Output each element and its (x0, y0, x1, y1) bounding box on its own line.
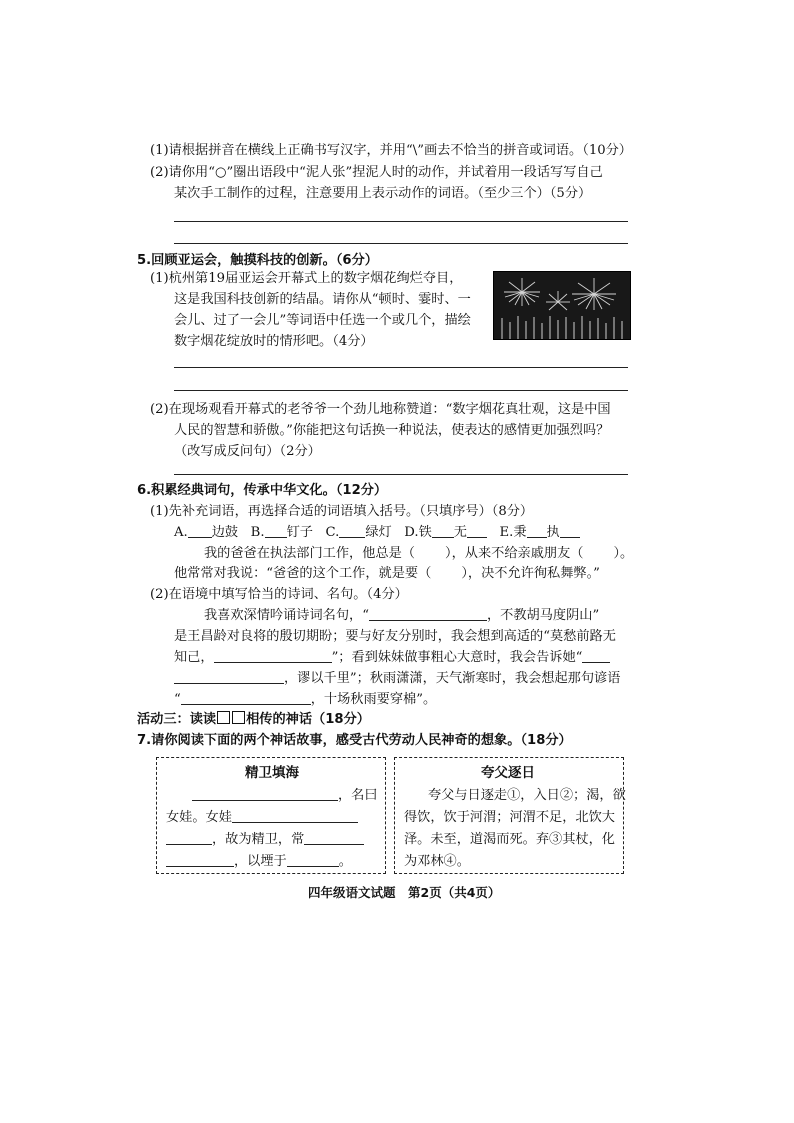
option-b-label: B. (250, 525, 265, 540)
poem-text: “ (174, 692, 181, 707)
answer-line[interactable] (174, 474, 628, 475)
story-blank[interactable] (287, 852, 339, 867)
q6-heading: 6.积累经典词句，传承中华文化。（12分） (137, 483, 388, 498)
story-blank[interactable] (304, 830, 364, 845)
q5-sub2-line: 人民的智慧和骄傲。”你能把这句话换一种说法，使表达的感情更加强烈吗？ (174, 423, 610, 438)
poem-line3 (174, 648, 610, 668)
poem-text: 知己， (174, 650, 214, 665)
option-e-blank-1[interactable] (527, 523, 547, 538)
option-b-blank[interactable] (265, 523, 287, 538)
para-text: ），从来不给亲戚朋友（ (445, 546, 584, 561)
kuafu-line: 得饮，饮于河渭；河渭不足，北饮大 (404, 810, 615, 825)
page-footer: 四年级语文试题 第2页（共4页） (308, 885, 501, 900)
poem-blank[interactable] (174, 669, 284, 684)
story-text: ，以堙于 (234, 854, 287, 869)
option-d-blank-1[interactable] (432, 523, 454, 538)
q6-sub2: (2)在语境中填写恰当的诗词、名句。（4分） (150, 587, 408, 602)
q5-sub2-line: (2)在现场观看开幕式的老爷爷一个劲儿地称赞道：“数字烟花真壮观，这是中国 (150, 402, 611, 417)
poem-text: ，谬以千里”；秋雨潇潇，天气渐寒时，我会想起那句谚语 (284, 671, 621, 686)
poem-blank[interactable] (214, 648, 332, 663)
answer-line[interactable] (174, 390, 628, 391)
poem-text: ，不教胡马度阴山” (487, 608, 600, 623)
jingwei-line3 (166, 830, 364, 850)
poem-line1 (204, 606, 599, 626)
poem-blank[interactable] (369, 606, 487, 621)
kuafu-line: 泽。未至，道渴而死。弃③其杖，化 (404, 832, 615, 847)
q5-heading: 5.回顾亚运会，触摸科技的创新。（6分） (137, 253, 378, 268)
q5-sub1-line: 会儿、过了一会儿”等词语中任选一个或几个，描绘 (174, 313, 471, 328)
blank-square[interactable] (232, 711, 245, 724)
option-a-label: A. (174, 525, 188, 540)
q5-sub1-line: 这是我国科技创新的结晶。请你从“顿时、霎时、一 (174, 292, 471, 307)
blank-square[interactable] (217, 711, 230, 724)
jingwei-line4: ，以堙于 。 (166, 852, 352, 872)
poem-text: 我喜欢深情吟诵诗词名句，“ (204, 608, 369, 623)
para-text: ）。 (613, 546, 634, 561)
activity3-heading (137, 710, 370, 730)
fireworks-photo-icon (493, 271, 631, 340)
answer-line[interactable] (174, 367, 628, 368)
story-text: ，故为精卫，常 (212, 832, 305, 847)
story-blank[interactable] (232, 808, 358, 823)
q5-sub2-line: （改写成反问句）（2分） (174, 444, 321, 459)
poem-line4 (174, 669, 620, 689)
option-a-word: 边鼓 (211, 525, 239, 540)
poem-blank[interactable] (582, 648, 610, 663)
jingwei-line1 (192, 786, 378, 806)
q5-sub1-line: 数字烟花绽放时的情形吧。（4分） (174, 334, 374, 349)
answer-line[interactable] (174, 243, 628, 244)
option-e-label: E.秉 (499, 525, 527, 540)
q4-sub2-line1: (2)请你用“○”圈出语段中“泥人张”捏泥人时的动作，并试着用一段话写写自己 (150, 165, 603, 180)
story-title-jingwei: 精卫填海 (245, 765, 299, 781)
option-c-label: C. (325, 525, 340, 540)
para-text: ），决不允许徇私舞弊。” (461, 566, 600, 581)
q5-sub1-line: (1)杭州第19届亚运会开幕式上的数字烟花绚烂夺目， (150, 271, 463, 286)
option-d-word: 无 (453, 525, 467, 540)
option-b-word: 钉子 (286, 525, 313, 540)
option-e-word: 执 (546, 525, 560, 540)
q6-paragraph-line1 (204, 544, 633, 564)
kuafu-line: 夸父与日逐走①，入日②；渴，欲 (428, 788, 626, 803)
option-c-word: 绿灯 (365, 525, 392, 540)
option-e-blank-2[interactable] (560, 523, 580, 538)
q6-paragraph-line2 (174, 564, 600, 584)
activity3-suffix: 相传的神话（18分） (246, 712, 370, 727)
q7-heading: 7.请你阅读下面的两个神话故事，感受古代劳动人民神奇的想象。（18分） (137, 733, 572, 748)
poem-blank[interactable] (181, 690, 311, 705)
q4-sub2-line2: 某次手工制作的过程，注意要用上表示动作的词语。（至少三个）（5分） (174, 186, 592, 201)
q6-sub1: (1)先补充词语，再选择合适的词语填入括号。（只填序号）（8分） (150, 504, 534, 519)
q4-sub1: (1)请根据拼音在横线上正确书写汉字，并用“\”画去不恰当的拼音或词语。（10分） (150, 143, 632, 158)
para-text: 他常常对我说：“爸爸的这个工作，就是要（ (174, 566, 432, 581)
story-text: ，名曰 (338, 788, 378, 803)
option-d-label: D.铁 (404, 525, 432, 540)
option-a-blank[interactable] (188, 523, 212, 538)
poem-line5 (174, 690, 436, 710)
poem-text: ，十场秋雨要穿棉”。 (310, 692, 437, 707)
activity3-prefix: 活动三：读读 (137, 712, 217, 727)
story-title-kuafu: 夸父逐日 (481, 765, 535, 781)
kuafu-line: 为邓林④。 (404, 854, 470, 869)
option-c-blank[interactable] (339, 523, 365, 538)
story-blank[interactable] (192, 786, 338, 801)
answer-line[interactable] (174, 221, 628, 222)
option-d-blank-2[interactable] (467, 523, 487, 538)
para-text: 我的爸爸在执法部门工作，他总是（ (204, 546, 415, 561)
story-text: 女娃。女娃 (166, 810, 232, 825)
poem-line2: 是王昌龄对良将的殷切期盼；要与好友分别时，我会想到高适的“莫愁前路无 (174, 629, 616, 644)
q6-options (174, 523, 580, 543)
story-blank[interactable] (166, 830, 212, 845)
story-blank[interactable] (166, 852, 234, 867)
jingwei-line2 (166, 808, 358, 828)
poem-text: ”；看到妹妹做事粗心大意时，我会告诉她“ (331, 650, 583, 665)
